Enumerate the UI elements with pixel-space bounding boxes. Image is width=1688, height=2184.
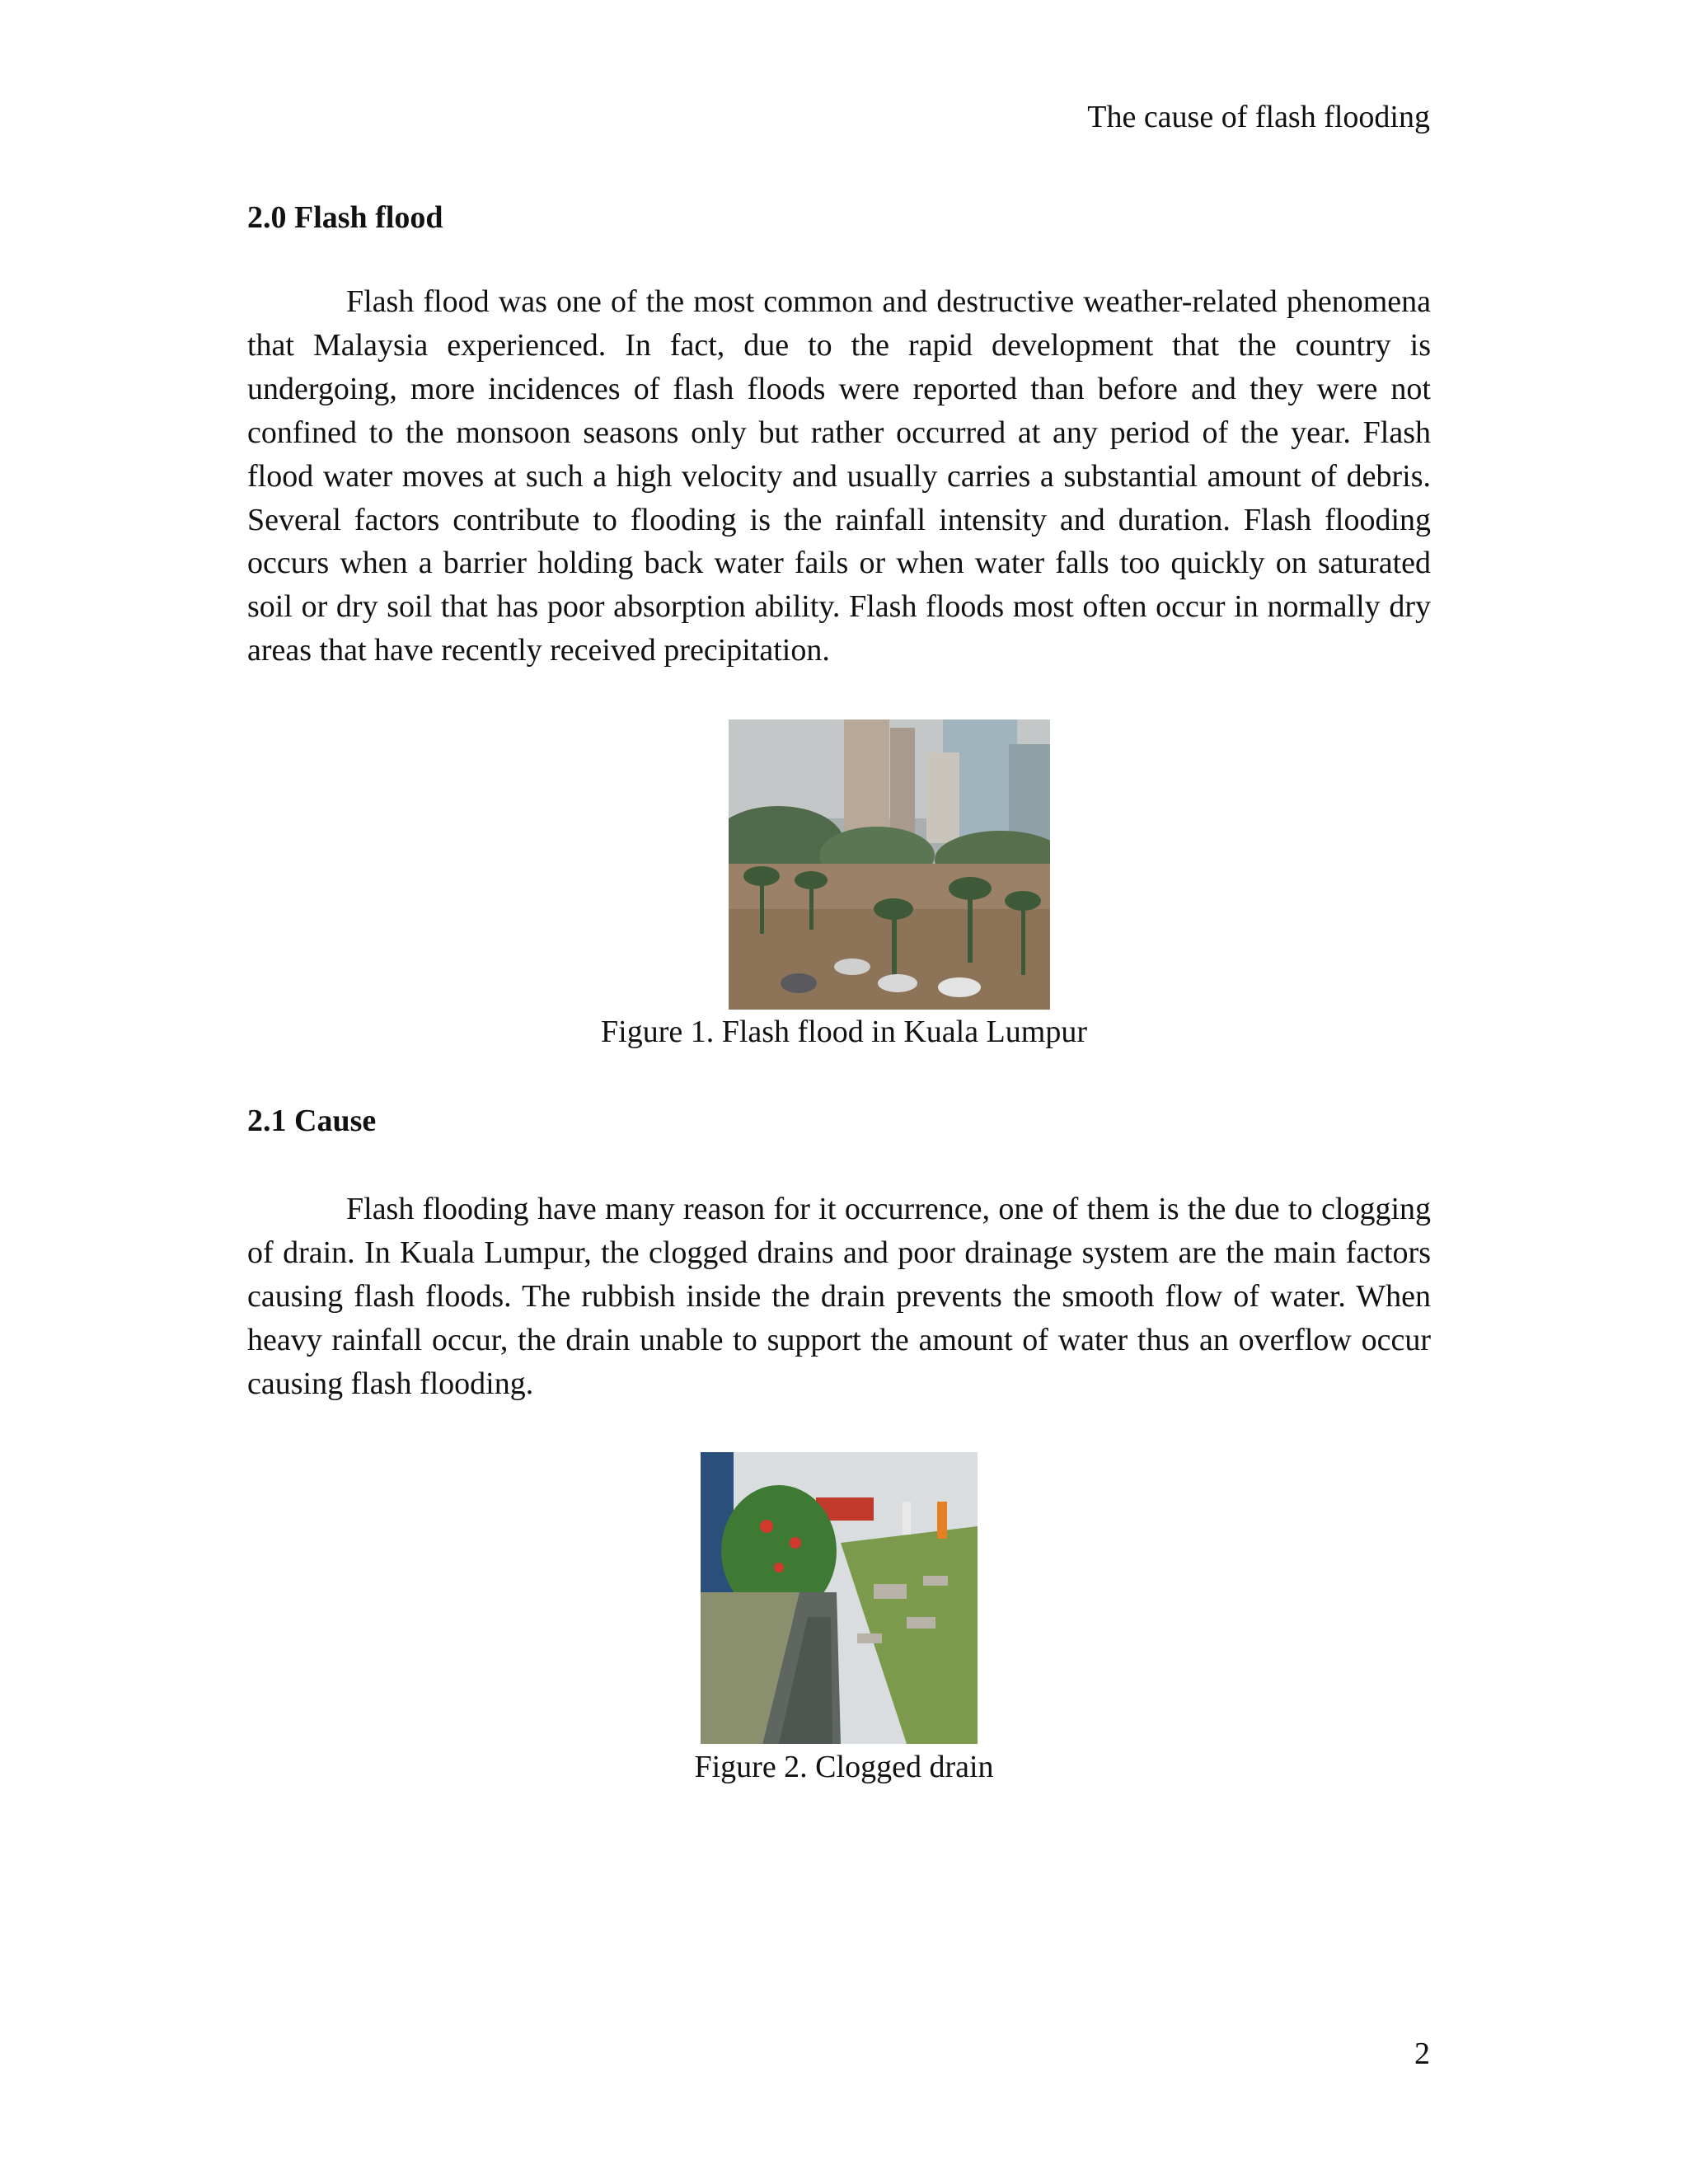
running-header: The cause of flash flooding — [1087, 100, 1430, 134]
figure-2-caption: Figure 2. Clogged drain — [694, 1750, 994, 1784]
paragraph-flash-flood: Flash flood was one of the most common and destructive weather-related phenomena that Malaysia experienced. In fact, due to the rapid development that the country is undergoing, more incidences of flash floods were reported than before and they were not confined to the monsoon seasons only but rather occurred at any period of the year. Flash flood water moves at such a high velocity and usually carries a substantial amount of debris. Several factors contribute to flooding is the rainfall intensity and duration. Flash flooding occurs when a barrier holding back water fails or when water falls too quickly on saturated soil or dry soil that has poor absorption ability. Flash floods most often occur in normally dry areas that have recently received precipitation. — [247, 284, 1431, 668]
figure-1-caption: Figure 1. Flash flood in Kuala Lumpur — [601, 1015, 1087, 1049]
drain-photo-illustration — [701, 1452, 978, 1744]
page-number: 2 — [1414, 2036, 1430, 2071]
figure-flash-flood-photo — [729, 719, 1050, 1010]
figure-clogged-drain-photo — [701, 1452, 978, 1744]
section-heading-cause: 2.1 Cause — [247, 1104, 377, 1138]
section-heading-flash-flood: 2.0 Flash flood — [247, 200, 443, 235]
paragraph-cause: Flash flooding have many reason for it occurrence, one of them is the due to clogging of drain. In Kuala Lumpur, the clogged drains and poor drainage system are the main factors causing flash floods. The rubbish inside the drain prevents the smooth flow of water. When heavy rainfall occur, the drain unable to support the amount of water thus an overflow occur causing flash flooding. — [247, 1192, 1431, 1401]
flood-photo-illustration — [729, 719, 1050, 1010]
